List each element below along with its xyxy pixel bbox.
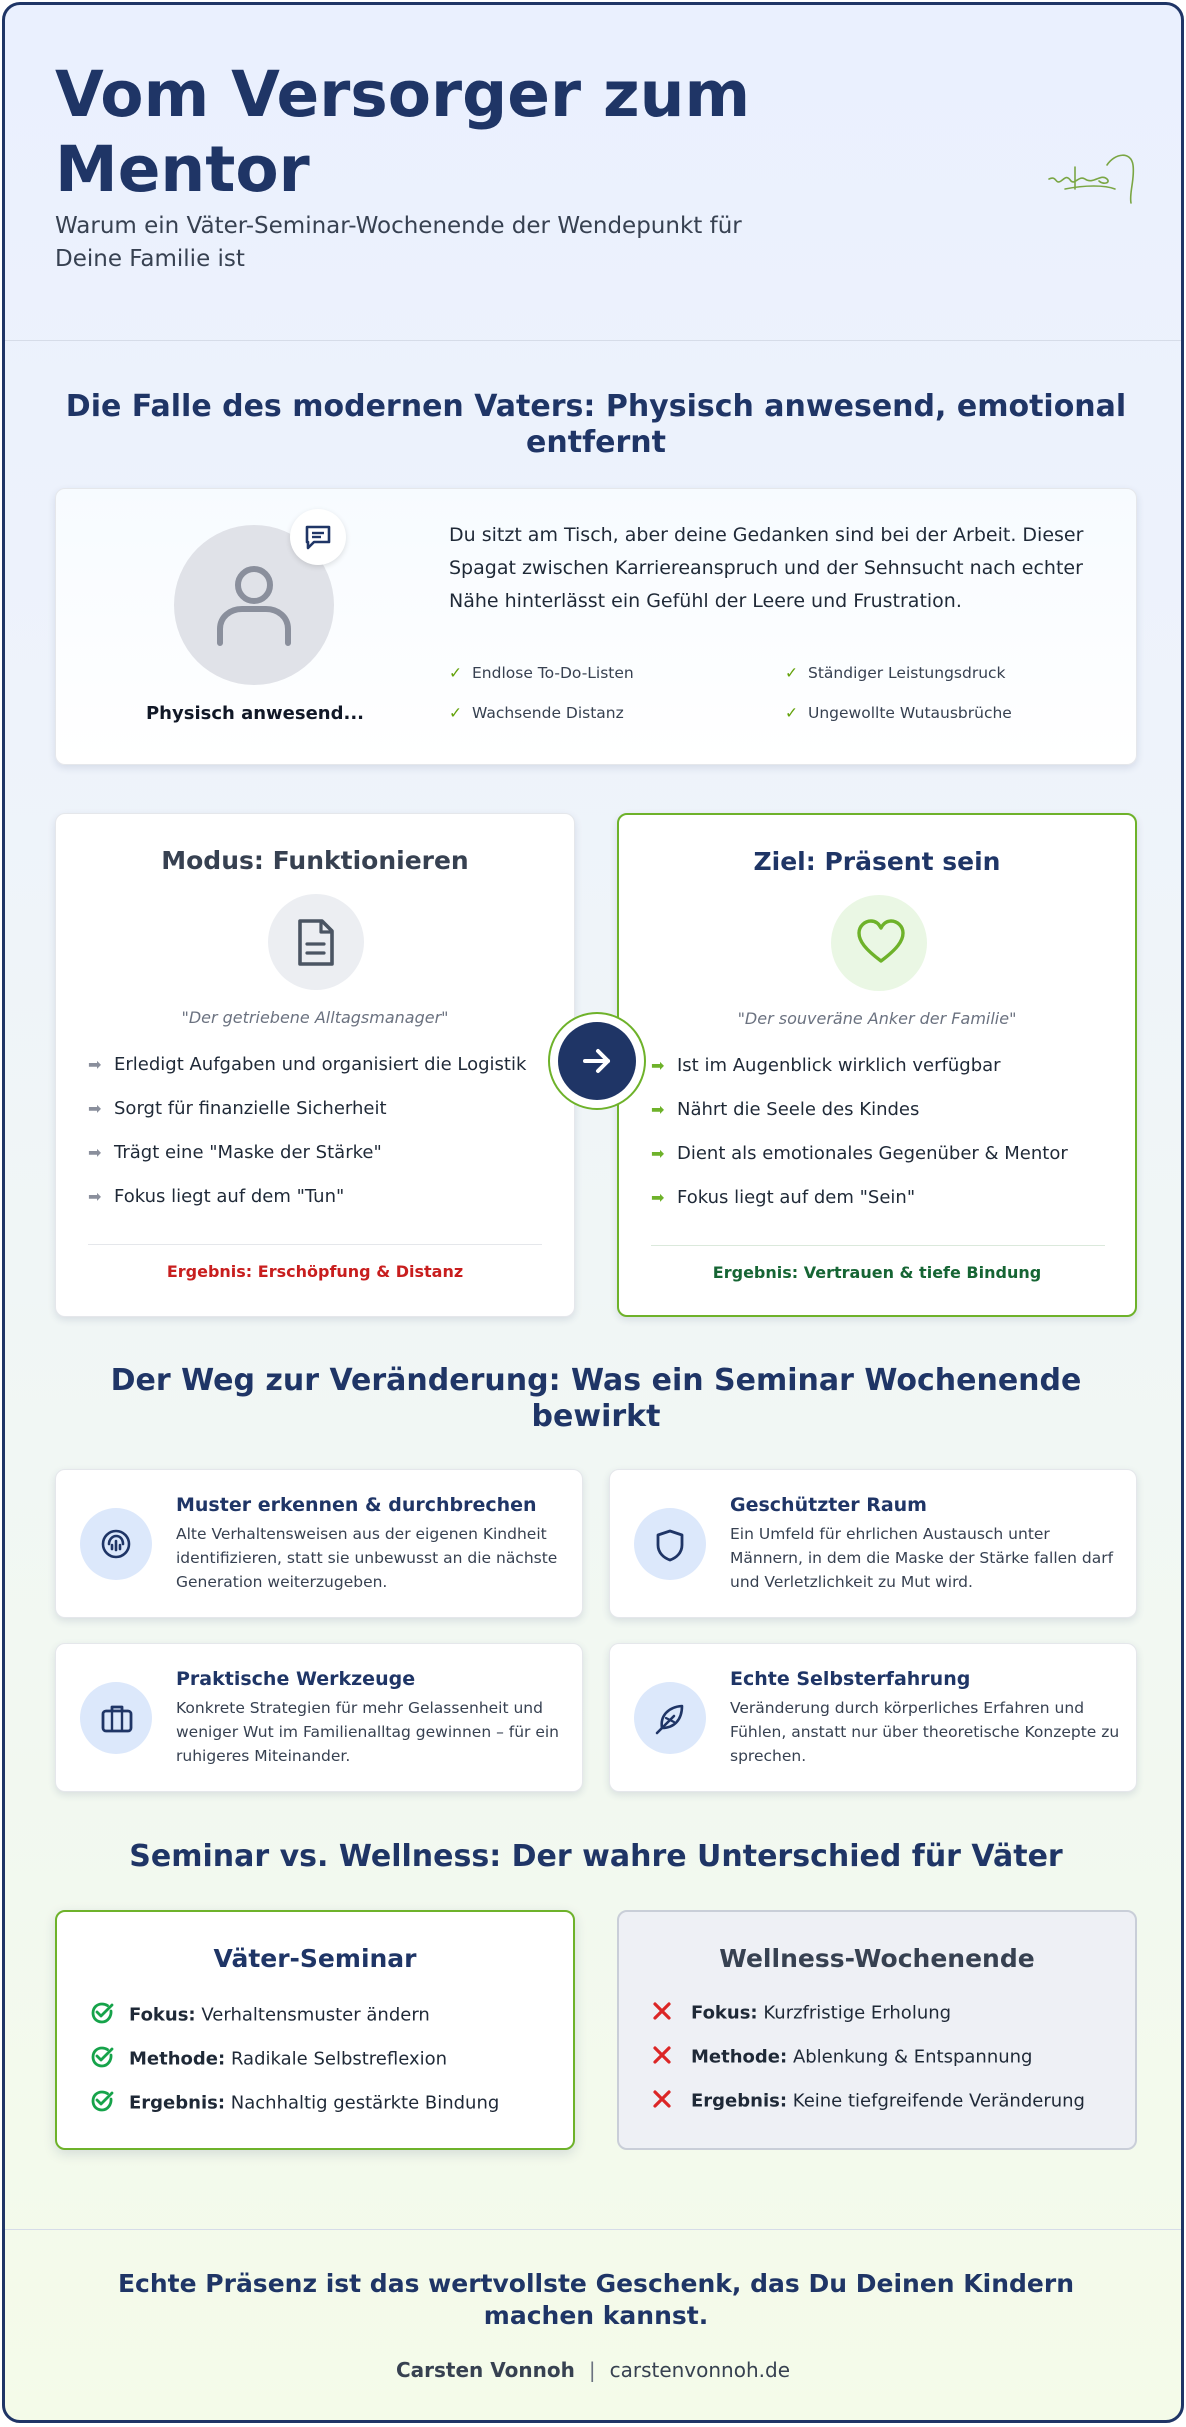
- trap-text: Du sitzt am Tisch, aber deine Gedanken sind bei der Arbeit. Dieser Spagat zwischen Karriereanspruch und der Sehnsucht nach echter Nähe hinterlässt ein Gefühl der Leere und Frustration.: [449, 524, 1084, 612]
- document-icon: [294, 918, 338, 968]
- arrow-right-icon: [580, 1044, 614, 1078]
- user-icon: [214, 563, 294, 647]
- arrow-icon: ➡: [88, 1055, 102, 1074]
- arrow-icon: ➡: [651, 1144, 665, 1163]
- mode-functioning-card: [55, 813, 575, 1317]
- page-subtitle: Warum ein Väter-Seminar-Wochenende der Wendepunkt für Deine Familie ist: [55, 213, 742, 272]
- mode-title: Modus: Funktionieren: [161, 846, 469, 875]
- feature-text: Konkrete Strategien für mehr Gelassenheit und weniger Wut im Familienalltag gewinnen – für ein ruhigeres Miteinander.: [176, 1699, 559, 1765]
- arrow-icon: ➡: [88, 1143, 102, 1162]
- feature-text: Ein Umfeld für ehrlichen Austausch unter Männern, in dem die Maske der Stärke fallen darf und Verletzlichkeit zu Mut wird.: [730, 1525, 1114, 1591]
- mode-icon-circle: [831, 895, 927, 991]
- briefcase-icon: [100, 1702, 134, 1734]
- feather-icon: [654, 1702, 688, 1736]
- list-item: ➡ Erledigt Aufgaben und organisiert die Logistik: [88, 1054, 527, 1075]
- feature-title: Echte Selbsterfahrung: [730, 1668, 971, 1690]
- feature-text: Alte Verhaltensweisen aus der eigenen Kindheit identifizieren, statt sie unbewusst an die nächste Generation weiterzugeben.: [176, 1525, 558, 1591]
- chat-icon: [304, 523, 332, 551]
- path-heading: Der Weg zur Veränderung: Was ein Seminar Wochenende bewirkt: [110, 1363, 1082, 1434]
- list-item: Methode: Ablenkung & Entspannung: [651, 2044, 1032, 2071]
- wellness-card: [617, 1910, 1137, 2150]
- avatar-label: Physisch anwesend...: [145, 703, 365, 724]
- check-item: ✓ Ungewollte Wutausbrüche: [785, 704, 1012, 722]
- footer-credit: [5, 2358, 1181, 2382]
- check-circle-icon: [89, 2044, 115, 2070]
- feature-title: Muster erkennen & durchbrechen: [176, 1494, 537, 1516]
- feature-card: [609, 1469, 1137, 1618]
- check-icon: ✓: [785, 664, 798, 682]
- mode-result: Ergebnis: Vertrauen & tiefe Bindung: [712, 1263, 1042, 1282]
- mode-result: Ergebnis: Erschöpfung & Distanz: [166, 1262, 464, 1281]
- fingerprint-icon: [100, 1528, 132, 1560]
- list-item: ➡ Ist im Augenblick wirklich verfügbar: [651, 1055, 1001, 1076]
- list-item: ➡ Fokus liegt auf dem "Sein": [651, 1187, 916, 1208]
- list-item: Ergebnis: Nachhaltig gestärkte Bindung: [89, 2088, 499, 2119]
- check-item: ✓ Endlose To-Do-Listen: [449, 664, 634, 682]
- close-icon: [651, 2044, 673, 2066]
- close-icon: [651, 2000, 673, 2022]
- trap-heading: Die Falle des modernen Vaters: Physisch anwesend, emotional entfernt: [65, 389, 1127, 460]
- wellness-title: Wellness-Wochenende: [719, 1944, 1035, 1973]
- website-link[interactable]: carstenvonnoh.de: [609, 2358, 791, 2382]
- chat-badge: [290, 509, 346, 565]
- heart-icon: [857, 919, 905, 965]
- check-circle-icon: [89, 2000, 115, 2026]
- header: [5, 5, 1181, 341]
- feature-title: Geschützter Raum: [730, 1494, 927, 1516]
- footer-separator: |: [588, 2358, 596, 2382]
- check-circle-icon: [89, 2088, 115, 2114]
- arrow-icon: ➡: [88, 1187, 102, 1206]
- shield-icon: [654, 1528, 686, 1562]
- list-item: Fokus: Kurzfristige Erholung: [651, 2000, 951, 2027]
- list-item: Fokus: Verhaltensmuster ändern: [89, 2000, 430, 2031]
- mode-present-card: [617, 813, 1137, 1317]
- close-icon: [651, 2088, 673, 2110]
- seminar-card: [55, 1910, 575, 2150]
- footer-quote: Echte Präsenz ist das wertvollste Geschenk, das Du Deinen Kindern machen kannst.: [117, 2269, 1074, 2330]
- list-item: ➡ Sorgt für finanzielle Sicherheit: [88, 1098, 387, 1119]
- feature-card: [55, 1469, 583, 1618]
- arrow-icon: ➡: [651, 1056, 665, 1075]
- list-item: ➡ Trägt eine "Maske der Stärke": [88, 1142, 382, 1163]
- trap-card: [55, 488, 1137, 765]
- transition-arrow: [548, 1012, 646, 1110]
- list-item: ➡ Fokus liegt auf dem "Tun": [88, 1186, 345, 1207]
- footer: [5, 2229, 1181, 2423]
- check-icon: ✓: [449, 704, 462, 722]
- arrow-icon: ➡: [651, 1100, 665, 1119]
- mode-icon-circle: [268, 894, 364, 990]
- page-title: Vom Versorger zum Mentor: [55, 58, 751, 206]
- author-name: Carsten Vonnoh: [395, 2358, 575, 2382]
- mode-quote: "Der getriebene Alltagsmanager": [181, 1008, 449, 1027]
- infographic-page: [2, 2, 1184, 2423]
- list-item: Ergebnis: Keine tiefgreifende Veränderung: [651, 2088, 1085, 2115]
- arrow-icon: ➡: [651, 1188, 665, 1207]
- seminar-title: Väter-Seminar: [213, 1944, 417, 1973]
- signature-logo: [1045, 145, 1145, 215]
- feature-text: Veränderung durch körperliches Erfahren und Fühlen, anstatt nur über theoretische Konzepte zu sprechen.: [730, 1699, 1120, 1765]
- feature-card: [55, 1643, 583, 1792]
- check-item: ✓ Ständiger Leistungsdruck: [785, 664, 1006, 682]
- feature-card: [609, 1643, 1137, 1792]
- divider: [88, 1244, 542, 1245]
- check-item: ✓ Wachsende Distanz: [449, 704, 624, 722]
- list-item: Methode: Radikale Selbstreflexion: [89, 2044, 447, 2075]
- arrow-icon: ➡: [88, 1099, 102, 1118]
- list-item: ➡ Dient als emotionales Gegenüber & Mentor: [651, 1143, 1068, 1164]
- list-item: ➡ Nährt die Seele des Kindes: [651, 1099, 920, 1120]
- mode-quote: "Der souveräne Anker der Familie": [737, 1009, 1017, 1028]
- feature-title: Praktische Werkzeuge: [176, 1668, 416, 1690]
- divider: [651, 1245, 1105, 1246]
- mode-title: Ziel: Präsent sein: [753, 847, 1001, 876]
- compare-heading: Seminar vs. Wellness: Der wahre Unterschied für Väter: [129, 1839, 1063, 1874]
- check-icon: ✓: [449, 664, 462, 682]
- check-icon: ✓: [785, 704, 798, 722]
